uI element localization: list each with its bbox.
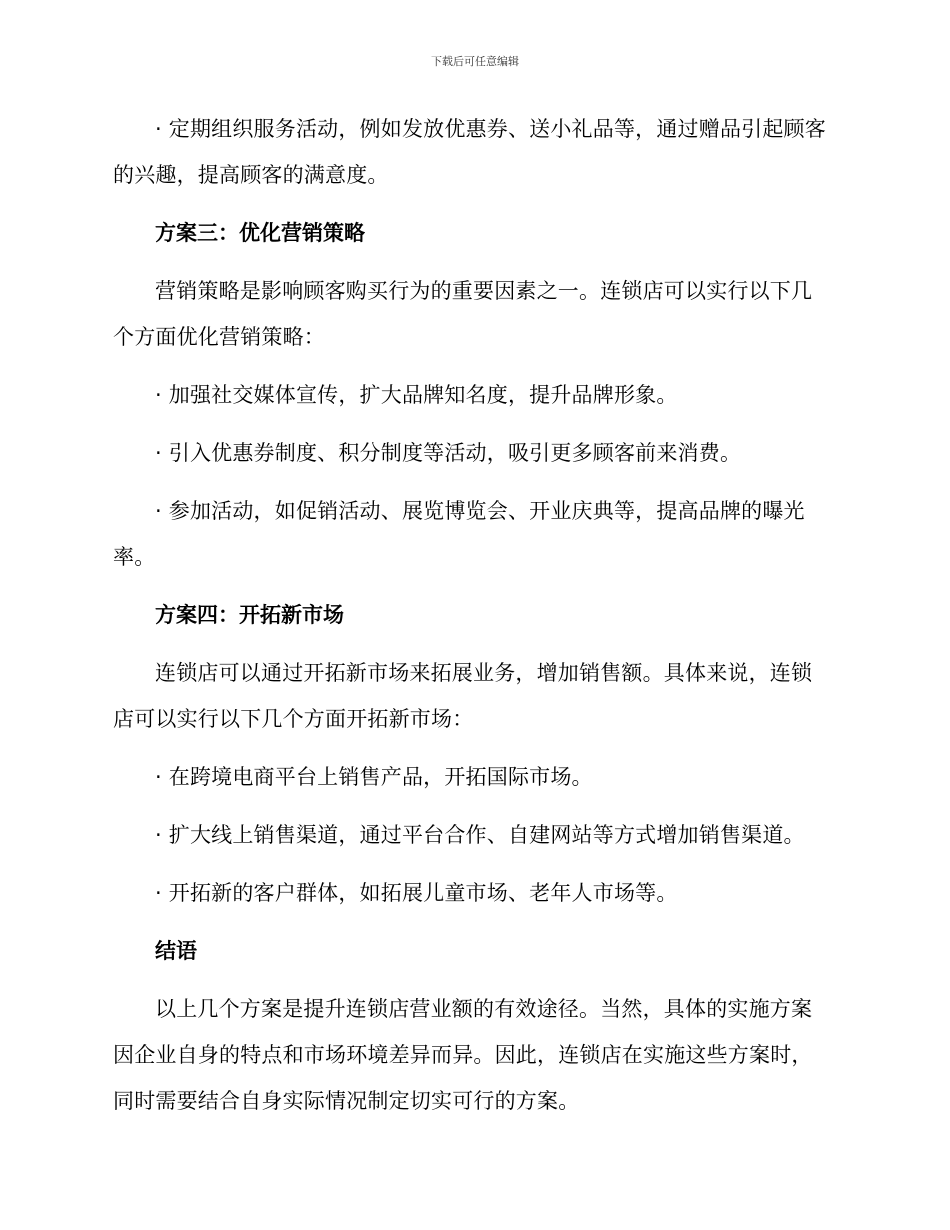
section-heading: 方案三：优化营销策略 [155, 221, 365, 245]
bullet-paragraph: · 在跨境电商平台上销售产品，开拓国际市场。 [155, 765, 593, 789]
bullet-paragraph: · 加强社交媒体宣传，扩大品牌知名度，提升品牌形象。 [155, 383, 678, 407]
body-paragraph: 营销策略是影响顾客购买行为的重要因素之一。连锁店可以实行以下几个方面优化营销策略： [113, 279, 813, 349]
header-note: 下载后可任意编辑 [431, 55, 519, 68]
section-heading: 方案四：开拓新市场 [155, 603, 344, 627]
section-heading: 结语 [155, 939, 197, 963]
bullet-paragraph: · 定期组织服务活动，例如发放优惠券、送小礼品等，通过赠品引起顾客的兴趣，提高顾客的满意度。 [113, 117, 826, 187]
bullet-paragraph: · 扩大线上销售渠道，通过平台合作、自建网站等方式增加销售渠道。 [155, 823, 805, 847]
body-paragraph: 连锁店可以通过开拓新市场来拓展业务，增加销售额。具体来说，连锁店可以实行以下几个方面开拓新市场： [113, 661, 813, 731]
bullet-paragraph: · 引入优惠券制度、积分制度等活动，吸引更多顾客前来消费。 [155, 441, 742, 465]
document-body [113, 106, 833, 1124]
body-paragraph: 以上几个方案是提升连锁店营业额的有效途径。当然，具体的实施方案因企业自身的特点和市场环境差异而异。因此，连锁店在实施这些方案时，同时需要结合自身实际情况制定切实可行的方案。 [113, 997, 813, 1113]
bullet-paragraph: · 开拓新的客户群体，如拓展儿童市场、老年人市场等。 [155, 881, 678, 905]
bullet-paragraph: · 参加活动，如促销活动、展览博览会、开业庆典等，提高品牌的曝光率。 [113, 499, 805, 569]
